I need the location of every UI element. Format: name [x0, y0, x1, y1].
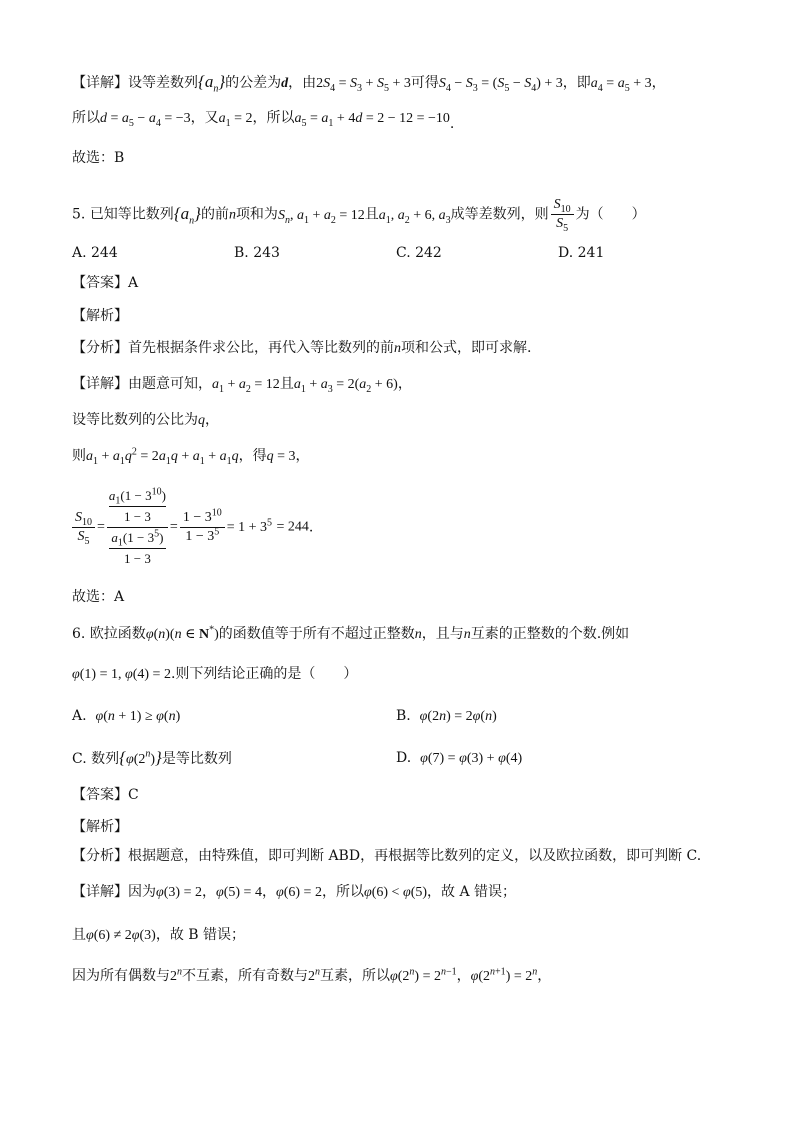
q5-sum-formula: $\frac{S_{10}}{S_5}$ = $a_1(1 - 3^{10})$ 1 − 3 $a_1(1 - 3^5)$ 1 − 3 = $\frac{1 - 3^{10}}{1 - 3^5}$ = $1 + 3^5 = 244$.: [72, 486, 313, 569]
q6-analysis-tag: 【解析】: [72, 819, 128, 835]
text: 设等比数列的公比为: [72, 412, 198, 428]
formula: φ(1) = 1, φ(4) = 2: [72, 667, 171, 682]
q6-option-a[interactable]: [72, 706, 180, 727]
text: 可得: [410, 75, 439, 91]
text: ，且与: [421, 626, 464, 642]
text: ，又: [190, 110, 219, 126]
formula: $\varphi(2^n) = 2^{n-1}$，$\varphi(2^{n+1}) = 2^n$，: [390, 966, 552, 984]
q6-option-c[interactable]: [72, 748, 232, 770]
formula: 2$^n$: [308, 966, 320, 984]
text: 根据题意，由特殊值，即可判断 ABD，再根据等比数列的定义，以及欧拉函数，即可判断 C.: [128, 848, 702, 864]
text: .则下列结论正确的是（ ）: [170, 666, 358, 682]
text: 因为: [128, 884, 156, 900]
text: 互素的正整数的个数.例如: [470, 626, 630, 642]
q5-then-line: 则$a_1 + a_1q^2 = 2a_1q + a_1 + a_1q$，得q = 3，: [72, 446, 310, 467]
result-value: = 244: [276, 519, 309, 535]
formula: $a_1$, $a_2 + 6$, $a_3$: [378, 207, 451, 226]
text: 由题意可知，: [128, 376, 212, 392]
option-label: B.: [396, 708, 411, 724]
detail-label: 【详解】: [72, 75, 128, 91]
q5-analysis-tag: 【解析】: [72, 308, 128, 324]
text: 且: [72, 927, 86, 943]
formula: $\frac{S_{10}}{S_5}$: [551, 196, 574, 233]
text: 所以: [72, 110, 100, 126]
text: 因为所有偶数与: [72, 968, 170, 984]
formula: $2S_4 = S_3 + S_5 + 3$: [316, 76, 411, 94]
text: 互素，所以: [320, 968, 390, 984]
text: 欧拉函数: [89, 626, 146, 642]
text: 的公差为: [225, 75, 282, 91]
formula: $a_1 + a_1q^2 = 2a_1q + a_1 + a_1q$: [86, 446, 239, 467]
formula: φ(7) = φ(3) + φ(4): [420, 751, 523, 766]
formula: $a_1(1 - 3^{10})$ 1 − 3 $a_1(1 - 3^5)$ 1 − 3: [107, 486, 168, 569]
q6-line-b: [72, 925, 245, 946]
formula: $\frac{S_{10}}{S_5}$: [72, 509, 95, 546]
q4-answer: 故选：B: [72, 150, 125, 166]
text: 且: [364, 206, 379, 223]
question-number: 6.: [72, 626, 86, 642]
formula: $\frac{1 - 3^{10}}{1 - 3^5}$: [180, 509, 225, 546]
text: ，故 B 错误；: [155, 927, 246, 943]
text: ，即: [562, 75, 591, 91]
q6-fenxi: [72, 846, 701, 866]
detail-label: 【详解】: [72, 376, 128, 392]
text: 项和为: [235, 206, 278, 223]
q4-detail-line2: 所以$d = a_5 - a_4 = -3$，又$a_1 = 2$，所以$a_5 = a_1 + 4d = 2 - 12 = -10$.: [72, 110, 455, 132]
fenxi-label: 【分析】: [72, 340, 128, 356]
q5-detail: [72, 374, 412, 395]
formula: φ(2n) = 2φ(n): [419, 709, 497, 724]
text: ，得: [238, 448, 267, 464]
option-label: D.: [396, 750, 412, 766]
q5-option-d[interactable]: D. 241: [558, 245, 605, 261]
formula: $\{a_n\}$: [198, 72, 226, 95]
text: 项和公式，即可求解.: [401, 340, 532, 356]
text: 的前: [200, 206, 229, 223]
q5-answer-tag: 【答案】A: [72, 275, 139, 291]
formula: n: [414, 627, 422, 642]
text: 的函数值等于所有不超过正整数: [218, 626, 415, 642]
q6-answer-tag: 【答案】C: [72, 787, 139, 803]
text: ，由: [288, 75, 317, 91]
option-label: A.: [72, 708, 87, 724]
text: 设等差数列: [128, 75, 198, 91]
formula: φ(n + 1) ≥ φ(n): [95, 709, 181, 724]
formula: $a_1 + a_2 = 12$: [212, 377, 280, 395]
formula: q = 3: [266, 449, 296, 464]
formula: d: [281, 76, 289, 91]
formula: $a_1 = 2$: [218, 111, 253, 129]
q6-stem-line1: [72, 624, 629, 645]
formula: $a_4 = a_5 + 3$，: [590, 76, 666, 94]
formula: φ(6) < φ(5): [363, 885, 428, 900]
text: 且: [279, 376, 294, 392]
q6-line-c: [72, 966, 551, 987]
q6-option-d[interactable]: [396, 748, 522, 769]
detail-label: 【详解】: [72, 884, 128, 900]
q6-detail: [72, 882, 516, 903]
option-label: C. 数列: [72, 751, 120, 767]
q5-fenxi: [72, 338, 531, 359]
q5-option-a[interactable]: A. 244: [72, 245, 118, 261]
formula: $d = a_5 - a_4 = -3$: [100, 111, 191, 129]
text: 不互素，所有奇数与: [182, 968, 308, 984]
q5-stem: [72, 196, 646, 233]
text: ，所以: [252, 110, 295, 126]
formula: $S_4 - S_3 = (S_5 - S_4) + 3$: [438, 76, 563, 94]
formula: q: [198, 413, 205, 428]
formula: {φ(2$^n$)}: [119, 748, 162, 767]
q6-stem-line2: [72, 664, 357, 685]
text: 则: [72, 448, 86, 464]
formula: $a_1 + a_3 = 2(a_2 + 6)$: [293, 377, 398, 395]
question-number: 5.: [72, 206, 86, 223]
text: 为（ ）: [575, 206, 646, 223]
formula: n: [463, 627, 471, 642]
text: 已知等比数列: [89, 206, 174, 223]
q6-option-b[interactable]: [396, 706, 497, 727]
formula: $\{a_n\}$: [173, 203, 201, 226]
text: 首先根据条件求公比，再代入等比数列的前: [128, 340, 394, 356]
text: 成等差数列，则: [450, 206, 549, 223]
formula: n: [394, 341, 401, 356]
text: ，故 A 错误；: [427, 884, 517, 900]
formula: φ(3) = 2，φ(5) = 4，φ(6) = 2: [156, 885, 322, 900]
formula: φ(n)(n ∈ N*): [145, 624, 219, 642]
formula: $S_n$, $a_1 + a_2 = 12$: [277, 207, 365, 226]
formula: n: [228, 207, 236, 223]
fenxi-label: 【分析】: [72, 848, 128, 864]
text: ，: [397, 376, 412, 392]
q5-ratio-line: 设等比数列的公比为q，: [72, 412, 219, 428]
q5-option-b[interactable]: B. 243: [234, 245, 280, 261]
q4-detail-line1: [72, 72, 666, 94]
q5-answer: 故选：A: [72, 589, 125, 605]
formula: $a_5 = a_1 + 4d = 2 - 12 = -10$: [294, 111, 450, 129]
formula: 2$^n$: [170, 966, 182, 984]
formula: φ(6) ≠ 2φ(3): [86, 928, 156, 943]
q5-option-c[interactable]: C. 242: [396, 245, 442, 261]
text: 是等比数列: [161, 751, 232, 767]
text: ，所以: [321, 884, 364, 900]
